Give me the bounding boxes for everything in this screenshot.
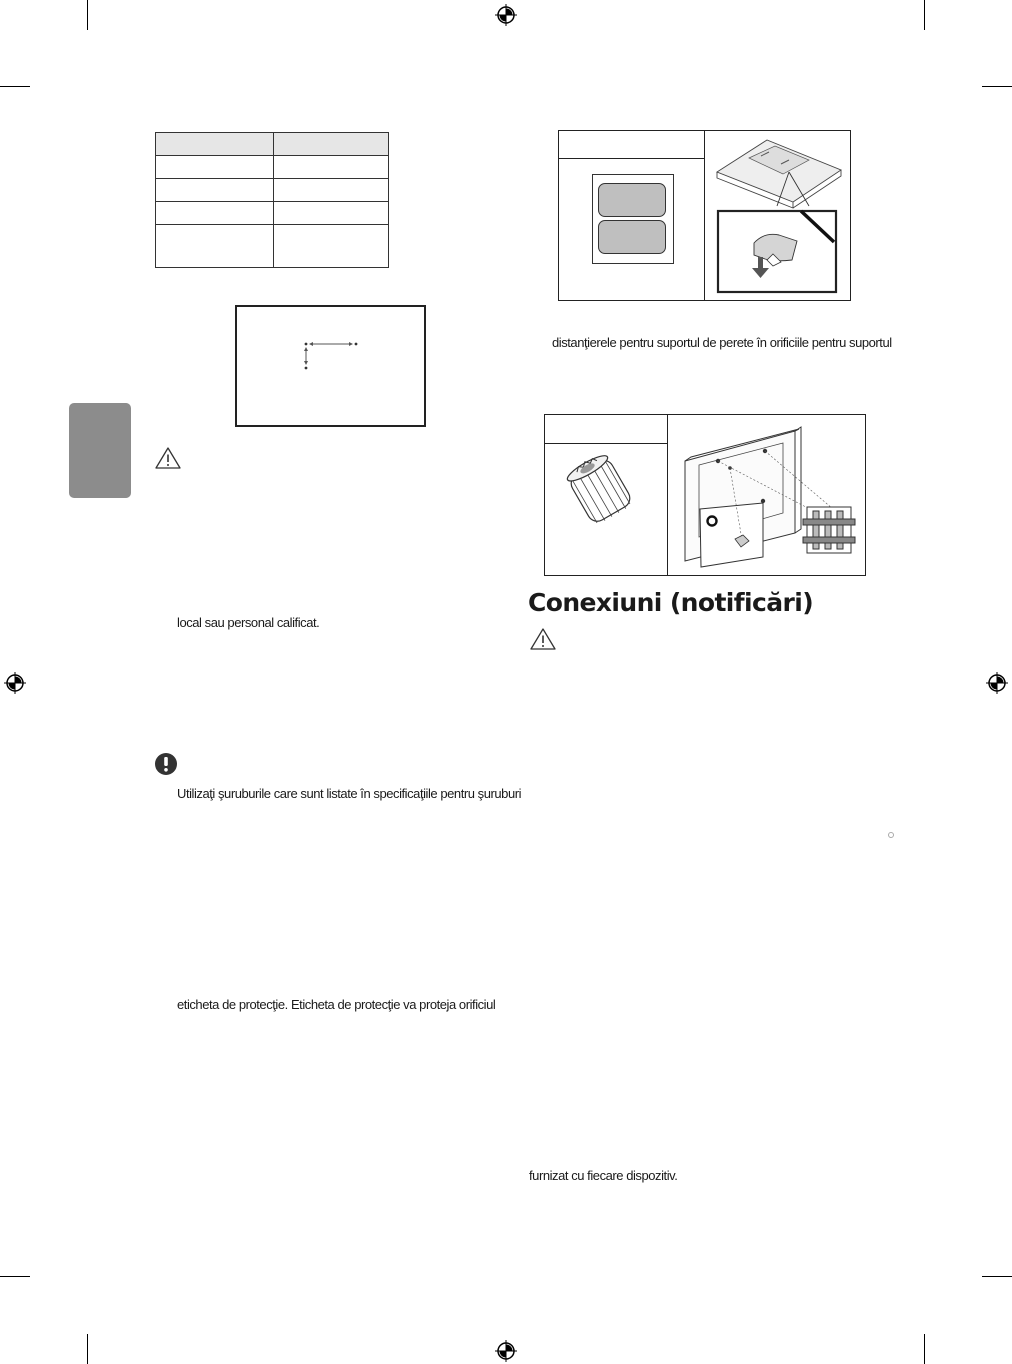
crop-mark [87,0,88,30]
crop-mark [87,1334,88,1364]
screw-spec-table [155,132,389,268]
crop-mark [982,86,1012,87]
language-side-tab [69,403,131,498]
spacer-part-icon [559,449,641,531]
dimension-arrows-icon [237,307,424,425]
table-row [156,225,389,268]
tv-wall-mount-icon [673,421,863,571]
table-row [156,202,389,225]
warning-triangle-icon [529,627,557,651]
registration-mark-icon [495,1340,517,1362]
warning-triangle-icon [154,446,182,470]
stray-dot [888,832,894,838]
label-sheet [592,174,674,264]
registration-mark-icon [4,672,26,694]
registration-mark-icon [495,4,517,26]
wall-spacer-figure [544,414,866,576]
table-row [156,179,389,202]
section-title: Conexiuni (notificări) [528,588,814,617]
body-text-protective-label: eticheta de protecţie. Eticheta de protecţie va proteja orificiul [177,997,496,1012]
body-text-local: local sau personal calificat. [177,615,320,630]
protective-label-figure [558,130,851,301]
crop-mark [924,1334,925,1364]
exclamation-circle-icon [154,752,178,776]
body-text-furnizat: furnizat cu fiecare dispozitiv. [529,1168,678,1183]
table-row [156,156,389,179]
crop-mark [982,1276,1012,1277]
crop-mark [0,86,30,87]
body-text-spacers: distanţierele pentru suportul de perete în orificiile pentru suportul [552,335,892,350]
body-text-screws: Utilizaţi şuruburile care sunt listate în specificaţiile pentru şuruburi [177,786,522,801]
table-header-row [156,133,389,156]
registration-mark-icon [986,672,1008,694]
tv-back-label-icon [709,134,849,299]
crop-mark [924,0,925,30]
crop-mark [0,1276,30,1277]
vesa-dimension-diagram [235,305,426,427]
